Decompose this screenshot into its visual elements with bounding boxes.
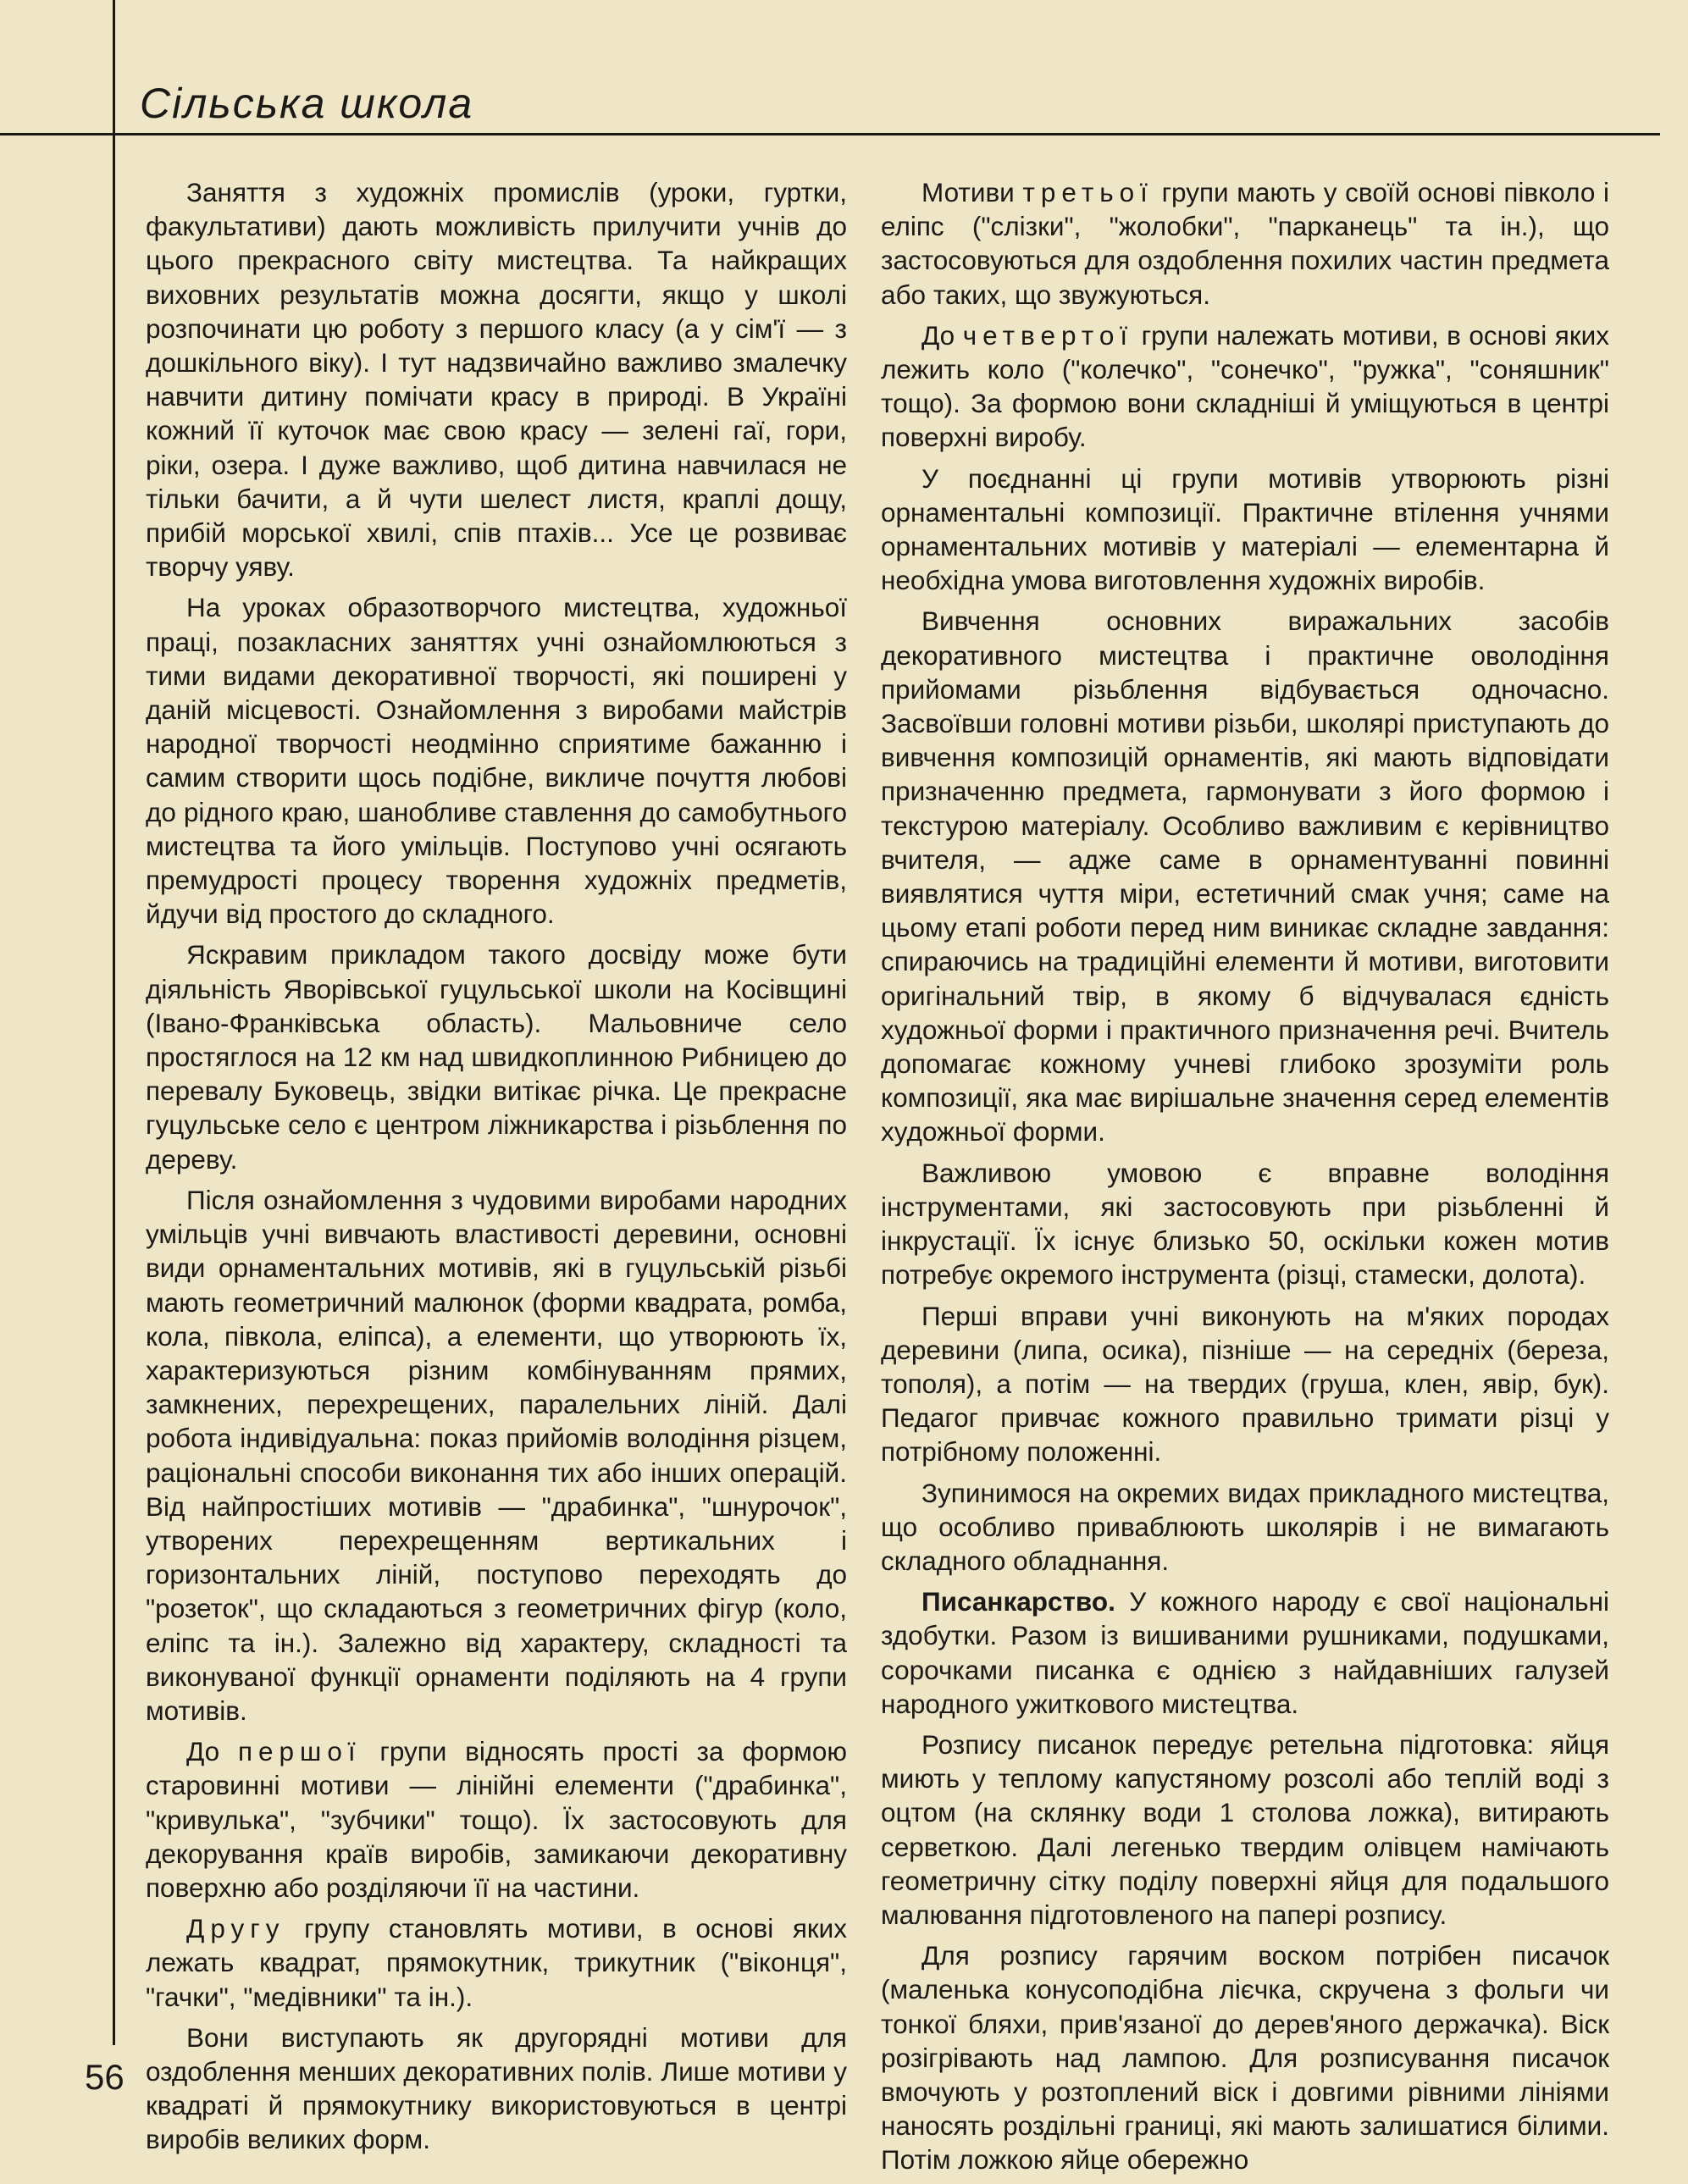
paragraph-text: групи відносять прості за формою старовинні мотиви — лінійні елементи ("драбинка", "кривулька", "зубчики" тощо). Їх застосовують для декорування країв виробів, замикаючи декоративну поверхню або розділяючи її на частини. xyxy=(146,1736,847,1903)
header-rule xyxy=(0,133,1660,135)
vertical-rule xyxy=(113,0,115,2045)
spaced-emphasis: четвертої xyxy=(962,319,1134,351)
paragraph xyxy=(146,1734,847,1905)
paragraph: Розпису писанок передує ретельна підготовка: яйця миють у теплому капустяному розсолі або теплій воді з оцтом (на склянку води 1 столова ложка), витирають серветкою. Далі легенько твердим олівцем намічають геометричну сітку поділу поверхні яйця для подальшого малювання підготовленого на папері розпису. xyxy=(881,1728,1609,1930)
spaced-emphasis: першої xyxy=(237,1736,362,1767)
paragraph-lead: До xyxy=(186,1736,220,1767)
paragraph: Після ознайомлення з чудовими виробами народних умільців учні вивчають властивості деревини, основні види орнаментальних мотивів, які в гуцульській різьбі мають геометричний малюнок (форми квадрата, ромба, кола, півкола, еліпса), а елементи, що утворюють їх, характеризуються різним комбінуванням прямих, замкнених, перехрещених, паралельних ліній. Далі робота індивідуальна: показ прийомів володіння різцем, раціональні способи виконання тих або інших операцій. Від найпростіших мотивів — "драбинка", "шнурочок", утворених перехрещенням вертикальних і горизонтальних ліній, поступово переходять до "розеток", що складаються з геометричних фігур (коло, еліпс та ін.). Залежно від характеру, складності та виконуваної функції орнаменти поділяють на 4 групи мотивів. xyxy=(146,1184,847,1726)
paragraph xyxy=(146,1911,847,2014)
paragraph: У поєднанні ці групи мотивів утворюють різні орнаментальні композиції. Практичне втілення учнями орнаментальних мотивів у матеріалі — елементарна й необхідна умова виготовлення художніх виробів. xyxy=(881,462,1609,596)
paragraph: Яскравим прикладом такого досвіду може бути діяльність Яворівської гуцульської школи на Косівщині (Івано-Франківська область). Мальовниче село простяглося на 12 км над швидкоплинною Рибницею до перевалу Буковець, звідки витікає річка. Це прекрасне гуцульське село є центром ліжникарства і різьблення по дереву. xyxy=(146,939,847,1175)
paragraph-lead: До xyxy=(921,319,955,351)
section-title: Сільська школа xyxy=(140,80,474,127)
left-column xyxy=(146,175,847,2164)
paragraph xyxy=(881,175,1609,312)
paragraph-lead: Мотиви xyxy=(921,177,1015,207)
paragraph: Для розпису гарячим воском потрібен писачок (маленька конусоподібна лієчка, скручена з фольги чи тонкої бляхи, прив'язаної до дерев'яного держачка). Віск розігрівають над лампою. Для розписування писачок вмочують у розтоплений віск і довгими рівними лініями наносять роздільні границі, які мають залишатися білими. Потім ложкою яйце обережно xyxy=(881,1940,1609,2176)
paragraph: Зупинимося на окремих видах прикладного мистецтва, що особливо приваблюють школярів і не вимагають складного обладнання. xyxy=(881,1477,1609,1576)
paragraph-text: групи належать мотиви, в основі яких лежить коло ("колечко", "сонечко", "ружка", "соняшник" тощо). За формою вони складніші й уміщуються в центрі поверхні виробу. xyxy=(881,319,1609,453)
paragraph xyxy=(881,318,1609,455)
paragraph: На уроках образотворчого мистецтва, художньої праці, позакласних заняттях учні ознайомлюються з тими видами декоративної творчості, які поширені у даній місцевості. Ознайомлення з виробами майстрів народної творчості неодмінно сприятиме бажанню і самим створити щось подібне, викличе почуття любові до рідного краю, шанобливе ставлення до самобутнього мистецтва та його умільців. Поступово учні осягають премудрості процесу творення художніх предметів, йдучи від простого до складного. xyxy=(146,592,847,930)
paragraph-text: групи мають у своїй основі півколо і еліпс ("слізки", "жолобки", "парканець" та ін.), що застосовуються для оздоблення похилих частин предмета або таких, що звужуються. xyxy=(881,177,1609,310)
right-column xyxy=(881,175,1609,2184)
paragraph-text: У кожного народу є свої національні здобутки. Разом із вишиваними рушниками, подушками, сорочками писанка є однією з найдавніших галузей народного ужиткового мистецтва. xyxy=(881,1586,1609,1719)
paragraph: Вивчення основних виражальних засобів декоративного мистецтва і практичне оволодіння прийомами різьблення відбувається одночасно. Засвоївши головні мотиви різьби, школярі приступають до вивчення композицій орнаментів, які мають відповідати призначенню предмета, гармонувати з його формою і текстурою матеріалу. Особливо важливим є керівництво вчителя, — адже саме в орнаментуванні повинні виявлятися чуття міри, естетичний смак учня; саме на цьому етапі роботи перед ним виникає складне завдання: спираючись на традиційні елементи й мотиви, виготовити оригінальний твір, в якому б відчувалася єдність художньої форми і практичного призначення речі. Вчитель допомагає кожному учневі глибоко зрозуміти роль композиції, яка має вирішальне значення серед елементів художньої форми. xyxy=(881,605,1609,1147)
paragraph xyxy=(881,1584,1609,1721)
paragraph: Важливою умовою є вправне володіння інструментами, які застосовують при різьбленні й інкрустації. Їх існує близько 50, оскільки кожен мотив потребує окремого інструмента (різці, стамески, долота). xyxy=(881,1157,1609,1291)
paragraph: Заняття з художніх промислів (уроки, гуртки, факультативи) дають можливість прилучити учнів до цього прекрасного світу мистецтва. Та найкращих виховних результатів можна досягти, якщо у школі розпочинати цю роботу з першого класу (а у сім'ї — з дошкільного віку). І тут надзвичайно важливо змалечку навчити дитину помічати красу в природі. В Україні кожний її куточок має свою красу — зелені гаї, гори, ріки, озера. І дуже важливо, щоб дитина навчилася не тільки бачити, а й чути шелест листя, краплі дощу, прибій морської хвилі, спів птахів... Усе це розвиває творчу уяву. xyxy=(146,177,847,583)
spaced-emphasis: Другу xyxy=(186,1913,285,1944)
paragraph: Перші вправи учні виконують на м'яких породах деревини (липа, осика), пізніше — на середніх (береза, тополя), а потім — на твердих (груша, клен, явір, бук). Педагог привчає кожного правильно тримати різці у потрібному положенні. xyxy=(881,1300,1609,1468)
paragraph-text: групу становлять мотиви, в основі яких лежать квадрат, прямокутник, трикутник ("віконця", "гачки", "медівники" та ін.). xyxy=(146,1913,847,2012)
bold-lead: Писанкарство. xyxy=(921,1586,1115,1617)
page-number: 56 xyxy=(85,2057,125,2097)
paragraph: Вони виступають як другорядні мотиви для оздоблення менших декоративних полів. Лише мотиви у квадраті й прямокутнику використовуються в центрі виробів великих форм. xyxy=(146,2021,847,2155)
spaced-emphasis: третьої xyxy=(1022,177,1154,207)
